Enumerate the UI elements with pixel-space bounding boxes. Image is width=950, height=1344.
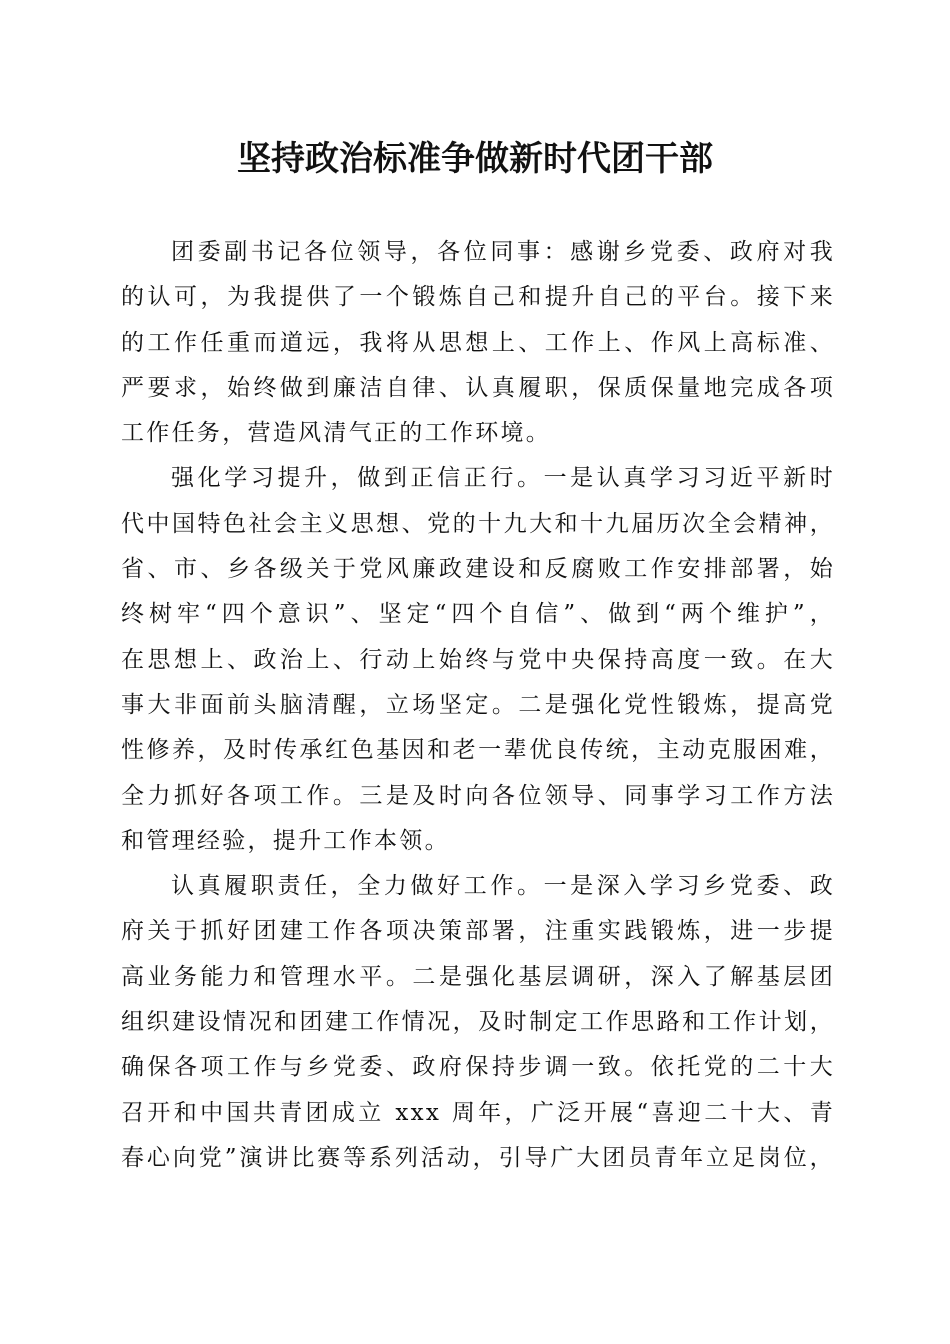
text-line: 认真履职责任，全力做好工作。一是深入学习乡党委、政 <box>171 873 835 900</box>
text-line: 召开和中国共青团成立 xxx 周年，广泛开展“喜迎二十大、青 <box>121 1099 835 1126</box>
paragraph <box>121 456 835 864</box>
text-line: 省、市、乡各级关于党风廉政建设和反腐败工作安排部署，始 <box>121 556 835 583</box>
text-line: 强化学习提升，做到正信正行。一是认真学习习近平新时 <box>171 465 835 492</box>
text-line: 的认可，为我提供了一个锻炼自己和提升自己的平台。接下来 <box>121 284 835 311</box>
paragraph <box>121 230 835 456</box>
text-line: 严要求，始终做到廉洁自律、认真履职，保质保量地完成各项 <box>121 374 835 401</box>
text-line: 全力抓好各项工作。三是及时向各位领导、同事学习工作方法 <box>121 782 835 809</box>
text-line: 和管理经验，提升工作本领。 <box>121 827 450 854</box>
text-line: 的工作任重而道远，我将从思想上、工作上、作风上高标准、 <box>121 329 835 356</box>
text-line: 代中国特色社会主义思想、党的十九大和十九届历次全会精神， <box>121 510 835 537</box>
text-line: 确保各项工作与乡党委、政府保持步调一致。依托党的二十大 <box>121 1054 835 1081</box>
document-title: 坚持政治标准争做新时代团干部 <box>237 139 713 179</box>
text-line: 性修养，及时传承红色基因和老一辈优良传统，主动克服困难， <box>121 737 835 764</box>
text-line: 组织建设情况和团建工作情况，及时制定工作思路和工作计划， <box>121 1009 835 1036</box>
text-line: 高业务能力和管理水平。二是强化基层调研，深入了解基层团 <box>121 963 835 990</box>
text-line: 府关于抓好团建工作各项决策部署，注重实践锻炼，进一步提 <box>121 918 835 945</box>
text-line: 终树牢“四个意识”、坚定“四个自信”、做到“两个维护”， <box>121 601 835 628</box>
text-line: 团委副书记各位领导，各位同事：感谢乡党委、政府对我 <box>171 239 835 265</box>
paragraph <box>121 864 835 1181</box>
text-line: 春心向党”演讲比赛等系列活动，引导广大团员青年立足岗位， <box>121 1144 835 1171</box>
document-body <box>121 230 835 1181</box>
text-line: 工作任务，营造风清气正的工作环境。 <box>121 420 552 447</box>
text-line: 在思想上、政治上、行动上始终与党中央保持高度一致。在大 <box>121 646 835 673</box>
text-line: 事大非面前头脑清醒，立场坚定。二是强化党性锻炼，提高党 <box>121 691 835 718</box>
